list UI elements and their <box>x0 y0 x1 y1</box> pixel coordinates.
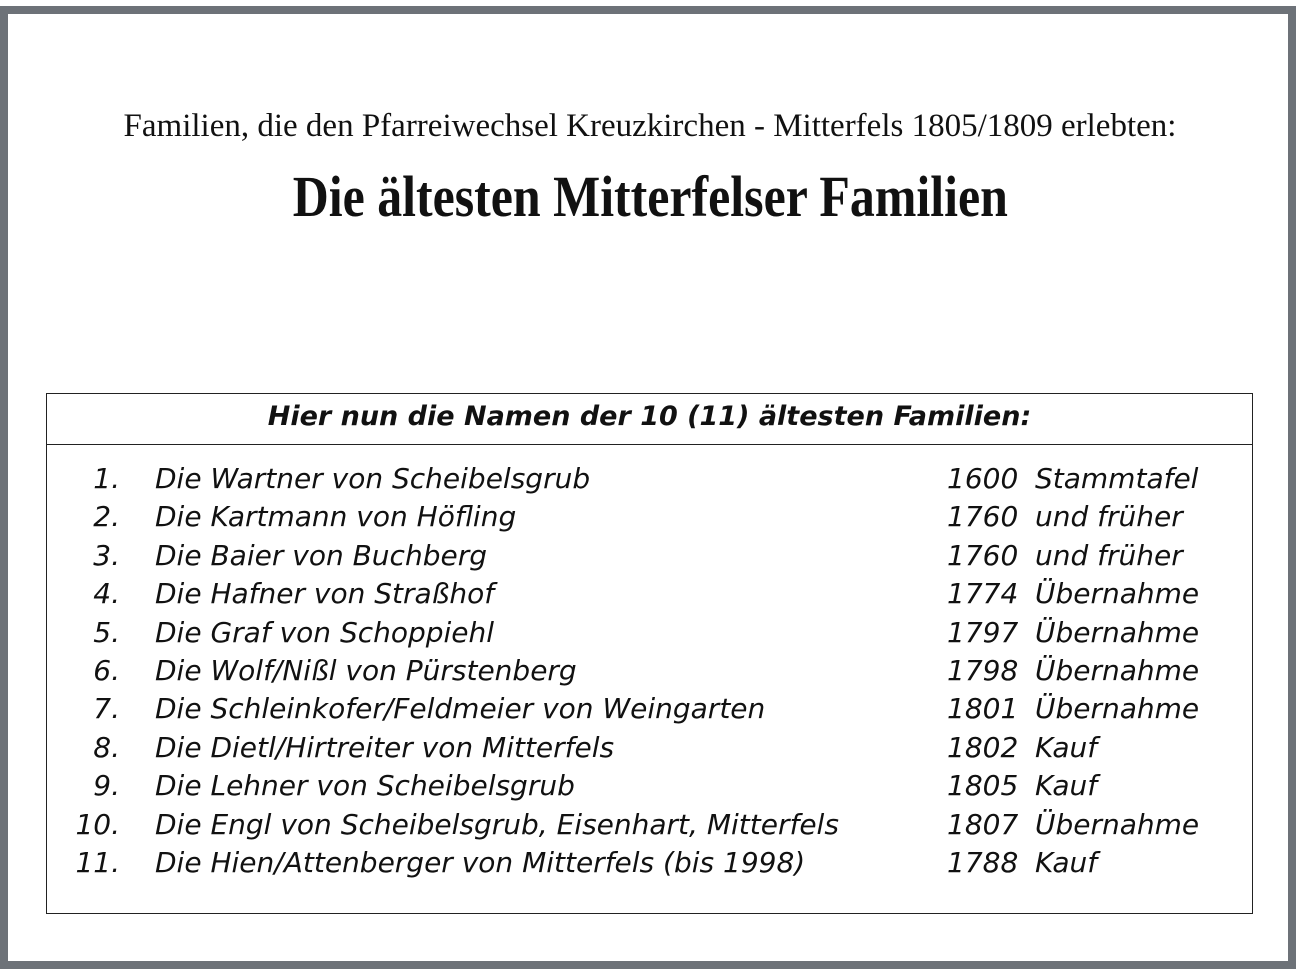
page-title: Die ältesten Mitterfelser Familien <box>292 164 1008 229</box>
page-subtitle: Familien, die den Pfarreiwechsel Kreuzkirchen - Mitterfels 1805/1809 erlebten: <box>123 108 1177 144</box>
family-note: Übernahme <box>1035 692 1200 726</box>
family-row <box>47 614 1252 652</box>
family-note: Stammtafel <box>1035 462 1199 495</box>
family-note: und früher <box>1035 538 1183 572</box>
family-row <box>47 575 1252 613</box>
family-number: 3. <box>93 538 120 572</box>
family-number: 2. <box>93 500 120 534</box>
family-year: 1798 <box>947 654 1019 687</box>
family-year: 1600 <box>947 462 1019 495</box>
family-name: Die Wartner von Scheibelsgrub <box>155 462 591 495</box>
family-note: Übernahme <box>1035 654 1200 687</box>
family-row <box>47 844 1252 882</box>
family-row <box>47 652 1252 690</box>
family-number: 6. <box>93 654 120 687</box>
family-row <box>47 806 1252 844</box>
family-name: Die Kartmann von Höfling <box>155 500 517 534</box>
family-note: und früher <box>1035 500 1183 534</box>
family-year: 1802 <box>947 730 1019 764</box>
family-year: 1760 <box>947 500 1019 534</box>
family-number: 5. <box>93 615 120 649</box>
family-year: 1797 <box>947 615 1019 649</box>
family-note: Übernahme <box>1035 807 1200 841</box>
family-number: 4. <box>93 577 120 611</box>
family-year: 1805 <box>947 769 1019 803</box>
family-name: Die Graf von Schoppiehl <box>155 615 495 649</box>
family-number: 11. <box>75 846 120 879</box>
family-list-header: Hier nun die Namen der 10 (11) ältesten Familien: <box>47 394 1252 445</box>
family-number: 1. <box>93 462 120 495</box>
family-name: Die Dietl/Hirtreiter von Mitterfels <box>155 730 615 764</box>
family-row <box>47 729 1252 767</box>
family-number: 9. <box>93 769 120 803</box>
family-note: Kauf <box>1035 769 1098 803</box>
family-name: Die Engl von Scheibelsgrub, Eisenhart, Mitterfels <box>155 807 839 841</box>
family-note: Kauf <box>1035 846 1098 879</box>
family-name: Die Hafner von Straßhof <box>155 577 495 611</box>
family-year: 1788 <box>947 846 1019 879</box>
family-note: Kauf <box>1035 730 1098 764</box>
family-name: Die Schleinkofer/Feldmeier von Weingarten <box>155 692 766 726</box>
family-number: 7. <box>93 692 120 726</box>
family-name: Die Lehner von Scheibelsgrub <box>155 769 575 803</box>
family-year: 1760 <box>947 538 1019 572</box>
family-row <box>47 537 1252 575</box>
family-row <box>47 460 1252 498</box>
family-year: 1774 <box>947 577 1019 611</box>
family-number: 8. <box>93 730 120 764</box>
family-row <box>47 767 1252 805</box>
family-note: Übernahme <box>1035 577 1200 611</box>
family-name: Die Hien/Attenberger von Mitterfels (bis 1998) <box>155 846 806 879</box>
family-number: 10. <box>75 807 120 841</box>
family-note: Übernahme <box>1035 615 1200 649</box>
family-name: Die Baier von Buchberg <box>155 538 487 572</box>
family-row <box>47 498 1252 536</box>
family-year: 1801 <box>947 692 1019 726</box>
family-name: Die Wolf/Nißl von Pürstenberg <box>155 654 577 687</box>
family-row <box>47 690 1252 728</box>
family-year: 1807 <box>947 807 1019 841</box>
family-list-box <box>46 393 1253 914</box>
